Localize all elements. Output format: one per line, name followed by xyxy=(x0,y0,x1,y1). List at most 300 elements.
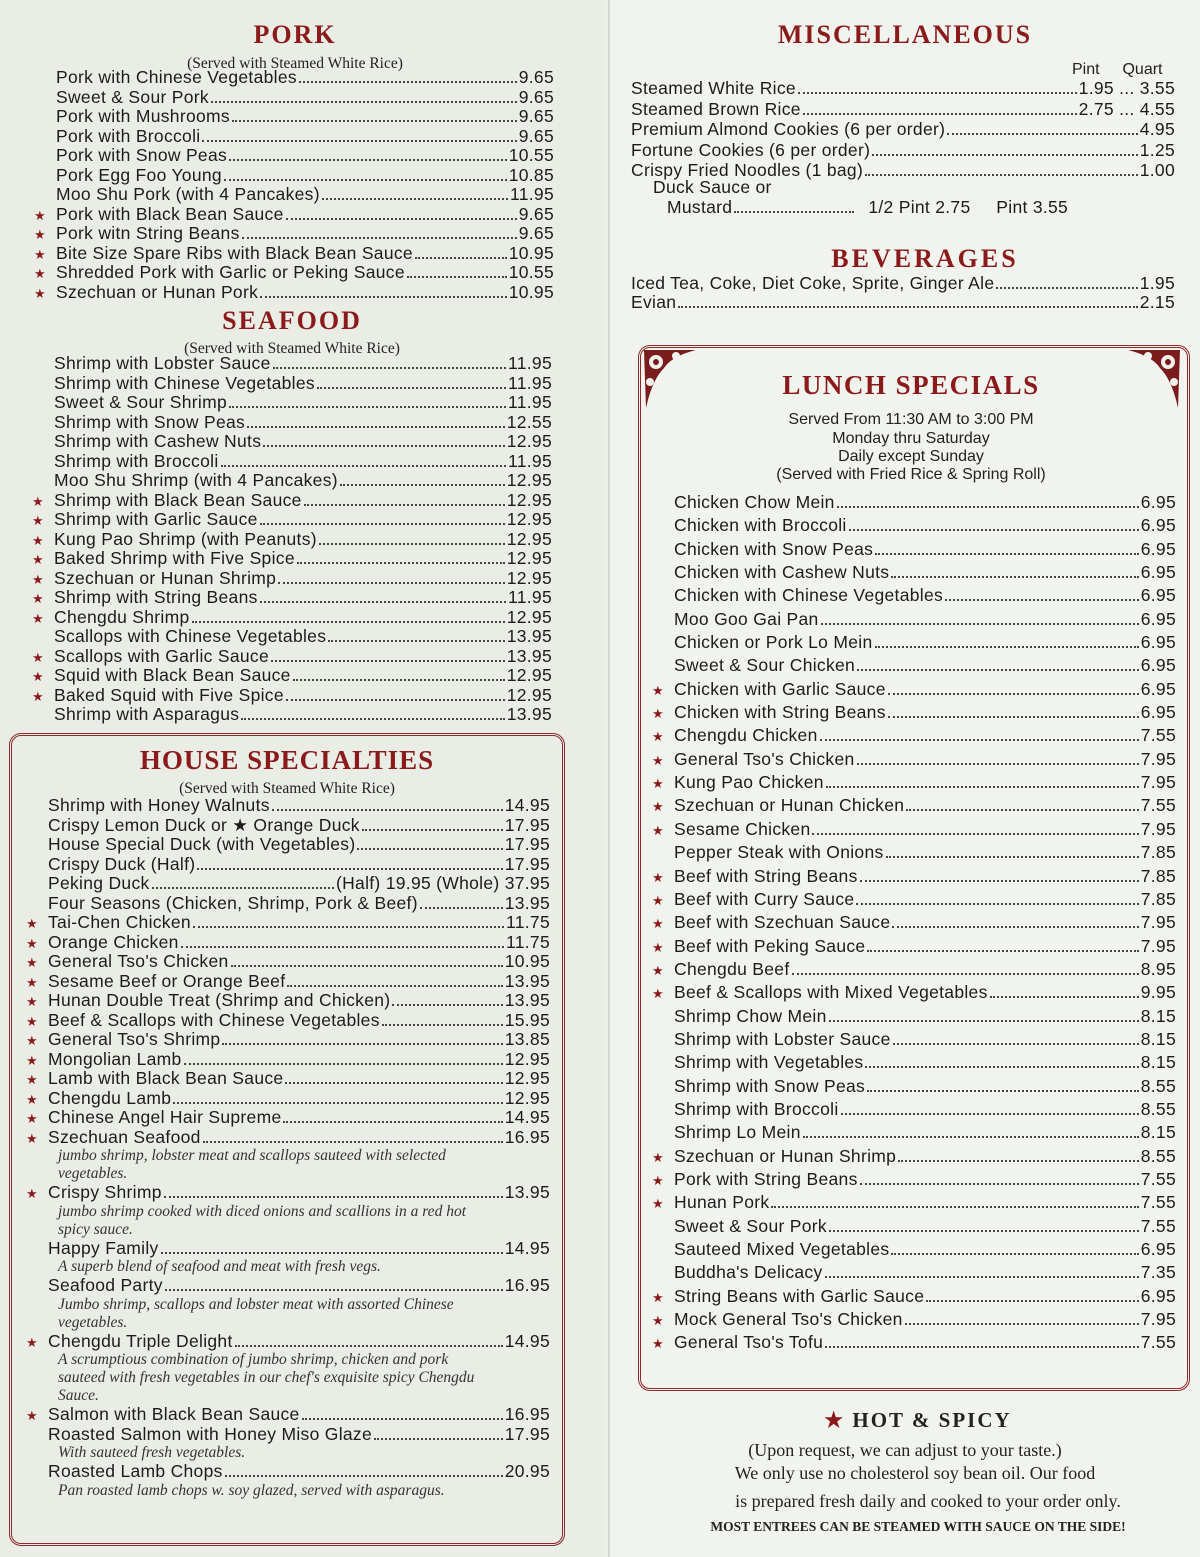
item-name: Kung Pao Chicken xyxy=(674,772,824,793)
item-name: Moo Shu Pork (with 4 Pancakes) xyxy=(56,184,320,204)
item-name: Crispy Shrimp xyxy=(48,1182,162,1202)
menu-item xyxy=(32,510,552,530)
item-name: Pork with Snow Peas xyxy=(56,145,228,165)
menu-item xyxy=(32,471,552,491)
item-price: 7.85 xyxy=(1140,888,1176,909)
dot-leader xyxy=(287,985,502,987)
item-price: 9.65 xyxy=(518,203,554,224)
item-price: 11.95 xyxy=(508,372,552,393)
item-price: 12.95 xyxy=(506,431,552,451)
dot-leader xyxy=(161,1252,503,1254)
dot-leader xyxy=(271,660,505,662)
menu-item xyxy=(34,283,554,303)
spicy-star-icon: ★ xyxy=(652,986,664,1002)
item-name: Baked Squid with Five Spice xyxy=(54,684,284,705)
footer-line3: is prepared fresh daily and cooked to your order only. xyxy=(735,1491,1121,1511)
misc-col-pint: Pint xyxy=(1072,61,1100,78)
item-name: Chicken with Snow Peas xyxy=(674,538,874,559)
menu-item xyxy=(26,1089,550,1109)
item-name: Bite Size Spare Ribs with Black Bean Sauce xyxy=(56,242,413,263)
item-price: 12.95 xyxy=(506,567,552,588)
menu-item xyxy=(652,1285,1176,1308)
spicy-star-icon: ★ xyxy=(32,610,44,626)
dot-leader xyxy=(283,1121,502,1123)
footer-line1: (Upon request, we can adjust to your taste.) xyxy=(748,1440,1062,1460)
duck-line1 xyxy=(653,178,1123,198)
spicy-star-icon: ★ xyxy=(652,1313,664,1329)
menu-item xyxy=(34,68,554,88)
menu-item xyxy=(652,771,1176,794)
item-price: 8.55 xyxy=(1140,1098,1176,1119)
item-price: 7.85 xyxy=(1140,842,1176,863)
dot-leader xyxy=(867,1090,1139,1092)
duck-line2 xyxy=(653,198,1123,218)
menu-item xyxy=(26,1276,550,1296)
dot-leader xyxy=(273,367,506,369)
item-name: Mock General Tso's Chicken xyxy=(674,1309,903,1330)
spicy-star-icon: ★ xyxy=(652,1172,664,1188)
pork-list xyxy=(34,68,554,302)
spicy-star-icon: ★ xyxy=(34,285,46,301)
menu-item xyxy=(652,748,1176,771)
menu-item xyxy=(26,1425,550,1445)
dot-leader xyxy=(888,716,1139,718)
misc-heading: MISCELLANEOUS xyxy=(777,20,1033,49)
spicy-star-icon: ★ xyxy=(652,1336,664,1352)
dot-leader xyxy=(299,81,517,83)
dot-leader xyxy=(304,504,505,506)
item-price: 13.95 xyxy=(504,990,550,1010)
menu-item xyxy=(32,374,552,394)
dot-leader xyxy=(184,1063,503,1065)
item-name: Sesame Chicken xyxy=(674,818,811,839)
menu-item xyxy=(26,874,550,894)
item-description: Jumbo shrimp, scallops and lobster meat with assorted Chinese vegetables. xyxy=(58,1295,454,1331)
item-name: Chicken with Garlic Sauce xyxy=(674,678,886,699)
dot-leader xyxy=(247,426,505,428)
item-price: 9.65 xyxy=(518,86,554,107)
item-description: Pan roasted lamb chops w. soy glazed, served with asparagus. xyxy=(58,1481,445,1499)
item-description: A superb blend of seafood and meat with fresh vegs. xyxy=(58,1258,381,1275)
item-name: General Tso's Chicken xyxy=(674,748,855,769)
item-name: String Beans with Garlic Sauce xyxy=(674,1285,925,1306)
menu-item xyxy=(34,205,554,225)
menu-item xyxy=(34,107,554,127)
item-price: 2.15 xyxy=(1139,292,1175,312)
item-name: Tai-Chen Chicken xyxy=(48,912,191,932)
item-name: Chicken with String Beans xyxy=(674,702,886,723)
item-name: Shrimp with Asparagus xyxy=(54,704,240,724)
dot-leader xyxy=(302,1418,503,1420)
dot-leader xyxy=(886,856,1139,858)
item-price: 16.95 xyxy=(504,1404,550,1424)
item-name: Chicken or Pork Lo Mein xyxy=(674,632,873,653)
item-name: Chengdu Chicken xyxy=(674,725,818,746)
item-price: 6.95 xyxy=(1140,538,1176,559)
item-price: 11.95 xyxy=(508,353,552,373)
dot-leader xyxy=(678,306,1137,308)
item-name: Happy Family xyxy=(48,1237,159,1258)
item-name: Sweet & Sour Pork xyxy=(56,86,209,107)
menu-item xyxy=(652,1215,1176,1238)
item-name: Chengdu Beef xyxy=(674,958,790,979)
item-name: Chengdu Lamb xyxy=(48,1087,172,1108)
spicy-star-icon: ★ xyxy=(34,266,46,281)
spicy-star-icon: ★ xyxy=(26,1091,38,1107)
dot-leader xyxy=(203,1141,503,1143)
item-name: Baked Shrimp with Five Spice xyxy=(54,548,295,568)
item-name: Sweet & Sour Shrimp xyxy=(54,392,227,412)
dot-leader xyxy=(260,601,506,603)
menu-item xyxy=(34,244,554,264)
dot-leader xyxy=(293,679,505,681)
dot-leader xyxy=(798,92,1077,94)
hot-star-icon: ★ xyxy=(824,1408,846,1432)
item-price: 10.95 xyxy=(504,951,550,971)
menu-item xyxy=(32,393,552,413)
menu-item xyxy=(26,1405,550,1425)
spicy-star-icon: ★ xyxy=(652,1196,664,1212)
item-description: A scrumptious combination of jumbo shrimp, chicken and pork sauteed with fresh vegetables in our chef's exquisite spicy Chengdu Sauce. xyxy=(58,1351,475,1404)
item-name: Chicken Chow Mein xyxy=(674,492,835,512)
spicy-star-icon: ★ xyxy=(26,1033,38,1048)
item-price: 8.15 xyxy=(1140,1052,1176,1073)
item-name: Pork with String Beans xyxy=(674,1168,858,1189)
dot-leader xyxy=(947,133,1137,135)
item-price: 7.95 xyxy=(1140,912,1176,933)
item-name: Chengdu Shrimp xyxy=(54,606,190,627)
item-name: Shrimp with Honey Walnuts xyxy=(48,795,270,815)
item-name: Hunan Double Treat (Shrimp and Chicken) xyxy=(48,990,391,1010)
menu-item xyxy=(32,491,552,511)
item-price: 16.95 xyxy=(504,1126,550,1147)
dot-leader xyxy=(235,1345,503,1347)
dot-leader xyxy=(328,640,504,642)
spicy-star-icon: ★ xyxy=(32,513,44,528)
item-name: Moo Shu Shrimp (with 4 Pancakes) xyxy=(54,470,338,490)
spicy-star-icon: ★ xyxy=(34,227,46,242)
spicy-star-icon: ★ xyxy=(26,955,38,970)
dot-leader xyxy=(197,868,502,870)
item-name: General Tso's Chicken xyxy=(48,951,229,971)
item-price: 4.95 xyxy=(1139,119,1175,139)
item-name: Pepper Steak with Onions xyxy=(674,842,884,863)
item-price: 8.15 xyxy=(1140,1028,1176,1049)
dot-leader xyxy=(821,623,1139,625)
lunch-served: (Served with Fried Rice & Spring Roll) xyxy=(776,466,1046,483)
menu-item xyxy=(26,933,550,953)
dot-leader xyxy=(872,154,1138,156)
item-price: 11.95 xyxy=(508,392,552,412)
menu-item xyxy=(652,538,1176,561)
dot-leader xyxy=(837,506,1139,508)
menu-item xyxy=(652,1145,1176,1168)
dot-leader xyxy=(990,996,1139,998)
pork-heading: PORK xyxy=(253,20,337,49)
dot-leader xyxy=(825,1346,1139,1348)
item-name: Szechuan or Hunan Chicken xyxy=(674,795,905,816)
item-price: 8.55 xyxy=(1140,1075,1176,1096)
item-name: Fortune Cookies (6 per order) xyxy=(631,139,871,160)
item-price: 1.00 xyxy=(1139,160,1175,180)
item-price: 10.95 xyxy=(508,281,554,302)
menu-item xyxy=(26,855,550,875)
dot-leader xyxy=(222,1043,502,1045)
item-price: 6.95 xyxy=(1140,702,1176,723)
dot-leader xyxy=(803,1136,1139,1138)
menu-item xyxy=(26,1011,550,1031)
item-name: Moo Goo Gai Pan xyxy=(674,608,819,629)
spicy-star-icon: ★ xyxy=(32,688,44,704)
item-price: 12.95 xyxy=(506,489,552,510)
dot-leader xyxy=(241,718,504,720)
duck-line2-text: Mustard xyxy=(667,196,733,217)
menu-item xyxy=(34,146,554,166)
item-price: 7.55 xyxy=(1140,1332,1176,1353)
dot-leader xyxy=(867,950,1138,952)
spicy-star-icon: ★ xyxy=(652,822,664,838)
menu-item xyxy=(26,1183,550,1203)
item-price: 8.95 xyxy=(1140,958,1176,979)
dot-leader xyxy=(362,829,503,831)
dot-leader xyxy=(357,848,502,850)
beverages-list xyxy=(631,274,1175,312)
item-price: 11.75 xyxy=(506,931,550,952)
item-price: 12.95 xyxy=(506,684,552,705)
menu-item xyxy=(652,1005,1176,1028)
dot-leader xyxy=(382,1024,503,1026)
item-name: Crispy Lemon Duck or ★ Orange Duck xyxy=(48,814,360,835)
item-price: 12.95 xyxy=(506,548,552,568)
dot-leader xyxy=(829,1230,1139,1232)
item-price: 16.95 xyxy=(504,1275,550,1295)
item-price: 7.95 xyxy=(1140,748,1176,769)
item-price: 13.85 xyxy=(504,1029,550,1049)
item-name: Sesame Beef or Orange Beef xyxy=(48,970,286,991)
item-name: Pork with Chinese Vegetables xyxy=(56,67,297,87)
item-name: Salmon with Black Bean Sauce xyxy=(48,1404,300,1424)
menu-item xyxy=(652,1168,1176,1191)
item-name: Shrimp Lo Mein xyxy=(674,1122,801,1143)
item-price: 15.95 xyxy=(504,1009,550,1030)
dot-leader xyxy=(820,739,1139,741)
item-name: Roasted Lamb Chops xyxy=(48,1461,223,1481)
dot-leader xyxy=(891,576,1138,578)
item-name: Shrimp with Cashew Nuts xyxy=(54,431,262,451)
item-price: 11.95 xyxy=(508,587,552,607)
menu-item xyxy=(32,432,552,452)
house-heading: HOUSE SPECIALTIES xyxy=(139,745,435,775)
item-price: 6.95 xyxy=(1140,562,1176,583)
item-price: 7.95 xyxy=(1140,772,1176,793)
dot-leader xyxy=(906,809,1138,811)
menu-item xyxy=(26,894,550,914)
item-name: Chicken with Cashew Nuts xyxy=(674,562,890,583)
menu-item xyxy=(652,818,1176,841)
item-price: 8.15 xyxy=(1140,1005,1176,1026)
item-price: 11.95 xyxy=(508,450,552,471)
dot-leader xyxy=(392,1004,502,1006)
menu-item xyxy=(631,119,1175,140)
menu-item xyxy=(652,514,1176,537)
item-price: 13.95 xyxy=(504,892,550,913)
spicy-star-icon: ★ xyxy=(652,1289,664,1305)
item-price: 6.95 xyxy=(1140,585,1176,606)
hot-spicy-heading xyxy=(610,1408,1200,1433)
item-name: General Tso's Tofu xyxy=(674,1332,824,1353)
dot-leader xyxy=(856,903,1138,905)
menu-item xyxy=(26,816,550,836)
item-name: Shrimp with Black Bean Sauce xyxy=(54,489,302,510)
item-name: Shrimp with Broccoli xyxy=(674,1098,839,1119)
item-name: Premium Almond Cookies (6 per order) xyxy=(631,119,946,139)
item-price: 8.15 xyxy=(1140,1122,1176,1143)
menu-item xyxy=(32,686,552,706)
menu-item xyxy=(652,631,1176,654)
menu-item xyxy=(652,1238,1176,1261)
item-name: Chicken with Chinese Vegetables xyxy=(674,585,944,606)
menu-item xyxy=(652,608,1176,631)
menu-item xyxy=(652,1308,1176,1331)
spicy-star-icon: ★ xyxy=(652,869,664,885)
menu-item xyxy=(26,1332,550,1352)
menu-item xyxy=(34,88,554,108)
dot-leader xyxy=(322,198,508,200)
item-name: Roasted Salmon with Honey Miso Glaze xyxy=(48,1423,372,1444)
dot-leader xyxy=(317,387,506,389)
dot-leader xyxy=(193,926,504,928)
item-price: 7.55 xyxy=(1140,725,1176,746)
item-price: 11.95 xyxy=(510,184,554,204)
item-name: Shredded Pork with Garlic or Peking Sauce xyxy=(56,262,405,282)
item-name: Pork with Mushrooms xyxy=(56,106,230,126)
item-price: 14.95 xyxy=(504,1330,550,1351)
item-name: Pork witn String Beans xyxy=(56,223,240,243)
item-name: Szechuan or Hunan Pork xyxy=(56,281,259,302)
menu-item xyxy=(26,913,550,933)
menu-item xyxy=(652,1075,1176,1098)
dot-leader xyxy=(260,296,507,298)
dot-leader xyxy=(812,833,1138,835)
spicy-star-icon: ★ xyxy=(652,892,664,908)
item-price: 14.95 xyxy=(504,795,550,815)
menu-item xyxy=(32,569,552,589)
dot-leader xyxy=(898,1160,1139,1162)
item-name: Orange Chicken xyxy=(48,931,179,952)
item-name: Shrimp with Vegetables xyxy=(674,1052,864,1073)
menu-item xyxy=(26,1050,550,1070)
item-price: 17.95 xyxy=(504,834,550,854)
item-price: 11.75 xyxy=(506,912,550,932)
item-name: Shrimp with Lobster Sauce xyxy=(674,1028,891,1049)
dot-leader xyxy=(857,763,1139,765)
menu-item xyxy=(631,293,1175,312)
item-name: Shrimp with Chinese Vegetables xyxy=(54,372,315,393)
dot-leader xyxy=(173,1102,502,1104)
item-name: Shrimp with Broccoli xyxy=(54,450,219,471)
menu-item xyxy=(652,678,1176,701)
menu-item xyxy=(652,584,1176,607)
dot-leader xyxy=(192,621,505,623)
spicy-star-icon: ★ xyxy=(26,1334,38,1350)
item-price: 12.55 xyxy=(506,411,552,432)
item-description: jumbo shrimp, lobster meat and scallops sauteed with selected vegetables. xyxy=(58,1147,446,1182)
item-price: 12.95 xyxy=(506,665,552,685)
item-description: With sauteed fresh vegetables. xyxy=(58,1444,246,1461)
item-name: Scallops with Garlic Sauce xyxy=(54,645,269,666)
dot-leader xyxy=(152,887,334,889)
footer-line2: We only use no cholesterol soy bean oil. Our food xyxy=(734,1463,1096,1483)
menu-item xyxy=(32,354,552,374)
item-price: 6.95 xyxy=(1140,632,1176,653)
item-price: 12.95 xyxy=(506,606,552,627)
dot-leader xyxy=(893,1043,1139,1045)
dot-leader xyxy=(905,1323,1139,1325)
item-price: 7.95 xyxy=(1140,935,1176,956)
menu-item xyxy=(32,627,552,647)
dot-leader xyxy=(420,907,503,909)
item-name: Chengdu Triple Delight xyxy=(48,1330,233,1351)
item-name: Kung Pao Shrimp (with Peanuts) xyxy=(54,528,317,549)
spicy-star-icon: ★ xyxy=(652,706,664,722)
spicy-star-icon: ★ xyxy=(32,591,44,606)
spicy-star-icon: ★ xyxy=(652,962,664,978)
dot-leader xyxy=(865,174,1138,176)
item-name: Squid with Black Bean Sauce xyxy=(54,665,291,685)
item-price: 1.95 ... 3.55 xyxy=(1078,78,1175,98)
menu-item xyxy=(26,972,550,992)
spicy-star-icon: ★ xyxy=(32,493,44,509)
item-price: 1.95 xyxy=(1139,273,1175,293)
item-price: 6.95 xyxy=(1140,678,1176,699)
dot-leader xyxy=(202,140,516,142)
dot-leader xyxy=(926,1300,1139,1302)
item-price: 13.95 xyxy=(504,1182,550,1202)
menu-item xyxy=(26,1108,550,1128)
dot-leader xyxy=(825,1276,1139,1278)
menu-item xyxy=(32,549,552,569)
dot-leader xyxy=(888,693,1139,695)
item-price: 9.65 xyxy=(518,67,554,87)
item-name: Steamed Brown Rice xyxy=(631,98,801,119)
spicy-star-icon: ★ xyxy=(652,776,664,792)
menu-item xyxy=(652,958,1176,981)
item-name: Szechuan or Hunan Shrimp xyxy=(54,567,277,588)
item-price: 6.95 xyxy=(1140,608,1176,629)
dot-leader xyxy=(857,669,1139,671)
misc-col-quart: Quart xyxy=(1122,61,1163,78)
menu-item xyxy=(26,1030,550,1050)
menu-item xyxy=(652,935,1176,958)
item-price: 7.55 xyxy=(1140,795,1176,816)
menu-item xyxy=(34,263,554,283)
item-name: Szechuan Seafood xyxy=(48,1126,201,1147)
item-name: Four Seasons (Chicken, Shrimp, Pork & Beef) xyxy=(48,892,418,913)
item-price: 6.95 xyxy=(1140,1239,1176,1259)
spicy-star-icon: ★ xyxy=(26,974,38,990)
item-name: Pork with Black Bean Sauce xyxy=(56,203,284,224)
spicy-star-icon: ★ xyxy=(26,1013,38,1029)
spicy-star-icon: ★ xyxy=(652,916,664,932)
item-price: (Half) 19.95 (Whole) 37.95 xyxy=(335,873,550,893)
item-price: 9.65 xyxy=(518,125,554,146)
seafood-list xyxy=(32,354,552,725)
item-name: Chinese Angel Hair Supreme xyxy=(48,1107,282,1127)
item-price: 17.95 xyxy=(504,853,550,874)
menu-item xyxy=(32,647,552,667)
dot-leader xyxy=(319,543,505,545)
item-price: 12.95 xyxy=(506,470,552,490)
